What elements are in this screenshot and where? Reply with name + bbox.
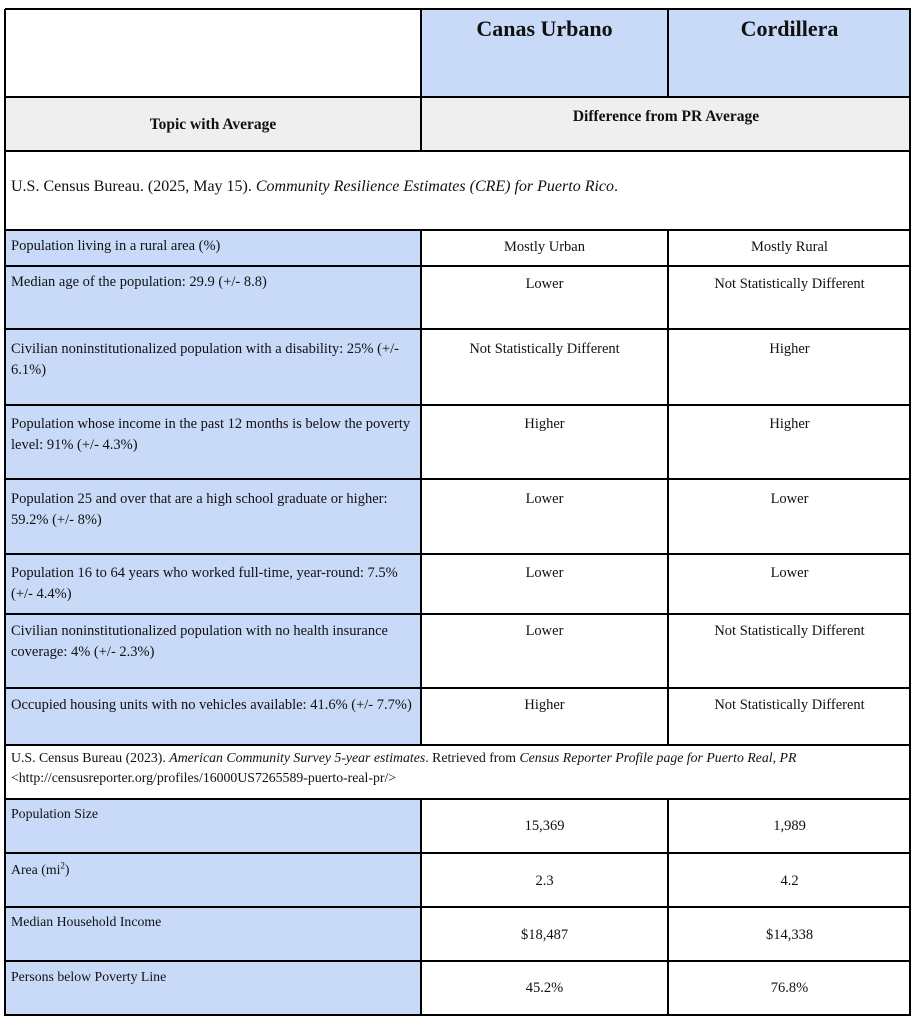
topic-cell: Population 25 and over that are a high school graduate or higher: 59.2% (+/- 8%) xyxy=(5,479,421,554)
header-corner-cell xyxy=(5,9,421,97)
grid-line xyxy=(5,404,911,406)
topic-cell: Median Household Income xyxy=(5,907,421,961)
value-cell: 76.8% xyxy=(770,980,809,996)
grid-line xyxy=(5,8,911,10)
value-cell: Lower xyxy=(525,565,564,581)
value-cell: 45.2% xyxy=(525,980,564,996)
topic-cell: Population living in a rural area (%) xyxy=(5,230,421,266)
grid-line xyxy=(5,960,911,962)
grid-line xyxy=(5,613,911,615)
grid-line xyxy=(5,229,911,231)
grid-line xyxy=(5,328,911,330)
grid-line xyxy=(5,852,911,854)
grid-line xyxy=(667,230,669,745)
grid-line xyxy=(5,96,911,98)
value-cell: Higher xyxy=(524,697,565,713)
value-cell: 4.2 xyxy=(780,873,799,889)
value-cell: 2.3 xyxy=(535,873,554,889)
grid-line xyxy=(667,799,669,1016)
value-cell: Not Statistically Different xyxy=(714,276,865,292)
grid-line xyxy=(5,1014,911,1016)
topic-cell: Median age of the population: 29.9 (+/- 8.8) xyxy=(5,266,421,329)
topic-cell: Civilian noninstitutionalized population with a disability: 25% (+/- 6.1%) xyxy=(5,329,421,405)
topic-cell: Population 16 to 64 years who worked full-time, year-round: 7.5% (+/- 4.4%) xyxy=(5,554,421,614)
grid-line xyxy=(5,906,911,908)
grid-line xyxy=(5,553,911,555)
value-cell: 1,989 xyxy=(773,818,806,834)
grid-line xyxy=(5,478,911,480)
value-cell: Mostly Rural xyxy=(751,239,828,255)
value-cell: Higher xyxy=(524,416,565,432)
value-cell: Lower xyxy=(525,276,564,292)
grid-line xyxy=(909,9,911,1016)
value-cell: Lower xyxy=(525,491,564,507)
grid-line xyxy=(5,687,911,689)
value-cell: Lower xyxy=(525,623,564,639)
topic-cell: Persons below Poverty Line xyxy=(5,961,421,1016)
comparison-table xyxy=(5,9,911,1016)
topic-cell: Occupied housing units with no vehicles available: 41.6% (+/- 7.7%) xyxy=(5,688,421,745)
topic-with-average-header: Topic with Average xyxy=(5,97,421,151)
grid-line xyxy=(5,265,911,267)
topic-cell: Civilian noninstitutionalized population with no health insurance coverage: 4% (+/- 2.3%) xyxy=(5,614,421,688)
source-citation-cre: U.S. Census Bureau. (2025, May 15). Community Resilience Estimates (CRE) for Puerto Rico. xyxy=(11,178,619,195)
value-cell: Not Statistically Different xyxy=(714,697,865,713)
value-cell: Higher xyxy=(769,341,810,357)
grid-line xyxy=(5,798,911,800)
value-cell: $14,338 xyxy=(765,927,814,943)
column-header-canas-urbano: Canas Urbano xyxy=(421,9,668,97)
difference-from-average-header: Difference from PR Average xyxy=(421,97,911,151)
value-cell: Lower xyxy=(770,491,809,507)
value-cell: Higher xyxy=(769,416,810,432)
value-cell: Mostly Urban xyxy=(504,239,585,255)
topic-cell: Population Size xyxy=(5,799,421,853)
grid-line xyxy=(4,9,6,1016)
value-cell: 15,369 xyxy=(524,818,565,834)
value-cell: Not Statistically Different xyxy=(714,623,865,639)
grid-line xyxy=(5,744,911,746)
value-cell: $18,487 xyxy=(520,927,569,943)
source-citation-acs: U.S. Census Bureau (2023). American Community Survey 5-year estimates. Retrieved from Census Reporter Profile page for Puerto Real, PR <http://censusreporter.org/profiles/16000US7265589-puerto-real-pr/> xyxy=(11,750,797,785)
grid-line xyxy=(420,230,422,745)
grid-line xyxy=(5,150,911,152)
topic-cell: Population whose income in the past 12 months is below the poverty level: 91% (+/- 4.3%) xyxy=(5,405,421,479)
topic-cell: Area $(mi^2)$ xyxy=(5,853,421,907)
value-cell: Lower xyxy=(770,565,809,581)
value-cell: Not Statistically Different xyxy=(469,341,620,357)
grid-line xyxy=(420,9,422,151)
grid-line xyxy=(667,9,669,97)
column-header-cordillera: Cordillera xyxy=(668,9,911,97)
grid-line xyxy=(420,799,422,1016)
